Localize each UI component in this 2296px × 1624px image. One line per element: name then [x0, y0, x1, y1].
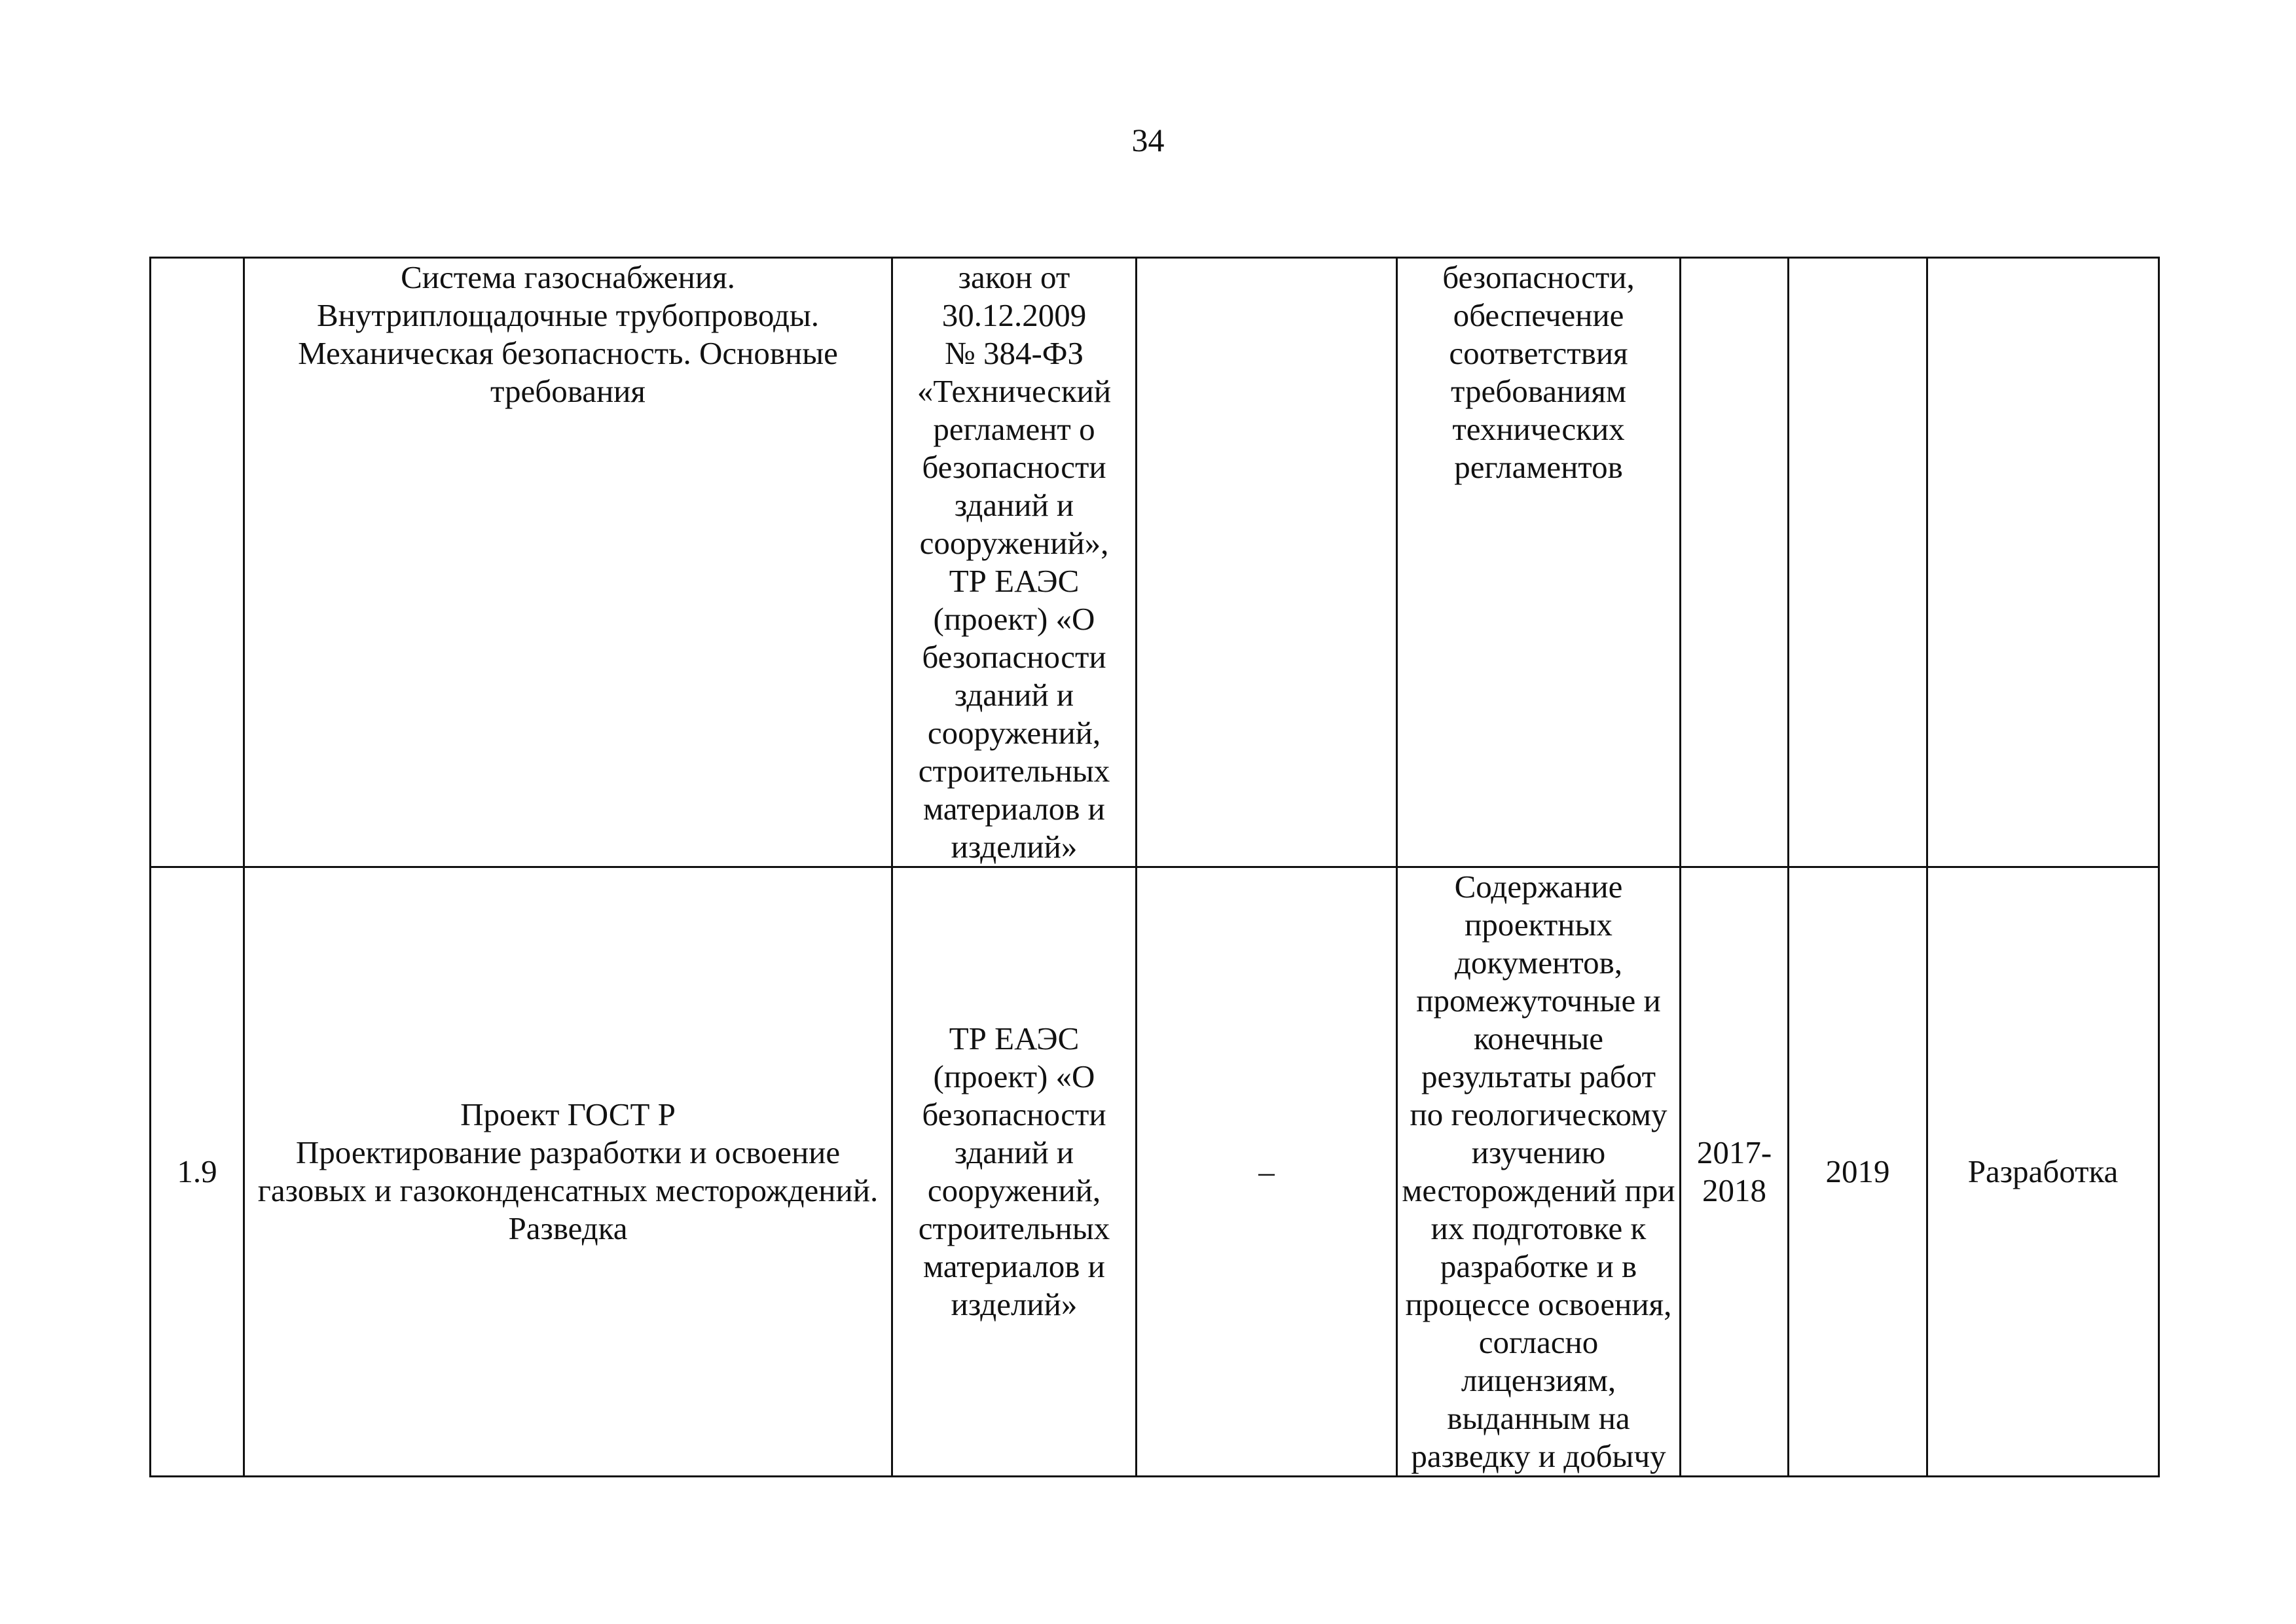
legal-basis-cell: закон от 30.12.2009 № 384-ФЗ «Технический регламент о безопасности зданий и сооружений», ТР ЕАЭС (проект) «О безопасности зданий и сооружений, строительных материалов и изделий»	[892, 258, 1137, 867]
row-number-cell	[151, 258, 244, 867]
document-title-cell: Проект ГОСТ Р Проектирование разработки и освоение газовых и газоконденсатных месторождений. Разведка	[244, 867, 892, 1477]
requirements-cell: безопасности, обеспечение соответствия требованиям технических регламентов	[1397, 258, 1681, 867]
table-row	[151, 867, 2159, 1477]
document-title-cell: Система газоснабжения. Внутриплощадочные трубопроводы. Механическая безопасность. Основные требования	[244, 258, 892, 867]
stage-cell	[1927, 258, 2159, 867]
page-number: 34	[1131, 122, 1165, 158]
period-cell	[1681, 258, 1789, 867]
year-cell	[1789, 258, 1927, 867]
table-row	[151, 258, 2159, 867]
year-cell: 2019	[1789, 867, 1927, 1477]
period-cell: 2017- 2018	[1681, 867, 1789, 1477]
related-standard-cell: –	[1137, 867, 1397, 1477]
requirements-cell: Содержание проектных документов, промежуточные и конечные результаты работ по геологическому изучению месторождений при их подготовке к разработке и в процессе освоения, согласно лицензиям, выданным на разведку и добычу	[1397, 867, 1681, 1477]
legal-basis-cell: ТР ЕАЭС (проект) «О безопасности зданий и сооружений, строительных материалов и изделий»	[892, 867, 1137, 1477]
related-standard-cell	[1137, 258, 1397, 867]
stage-cell: Разработка	[1927, 867, 2159, 1477]
row-number-cell: 1.9	[151, 867, 244, 1477]
standards-plan-table	[149, 257, 2160, 1477]
